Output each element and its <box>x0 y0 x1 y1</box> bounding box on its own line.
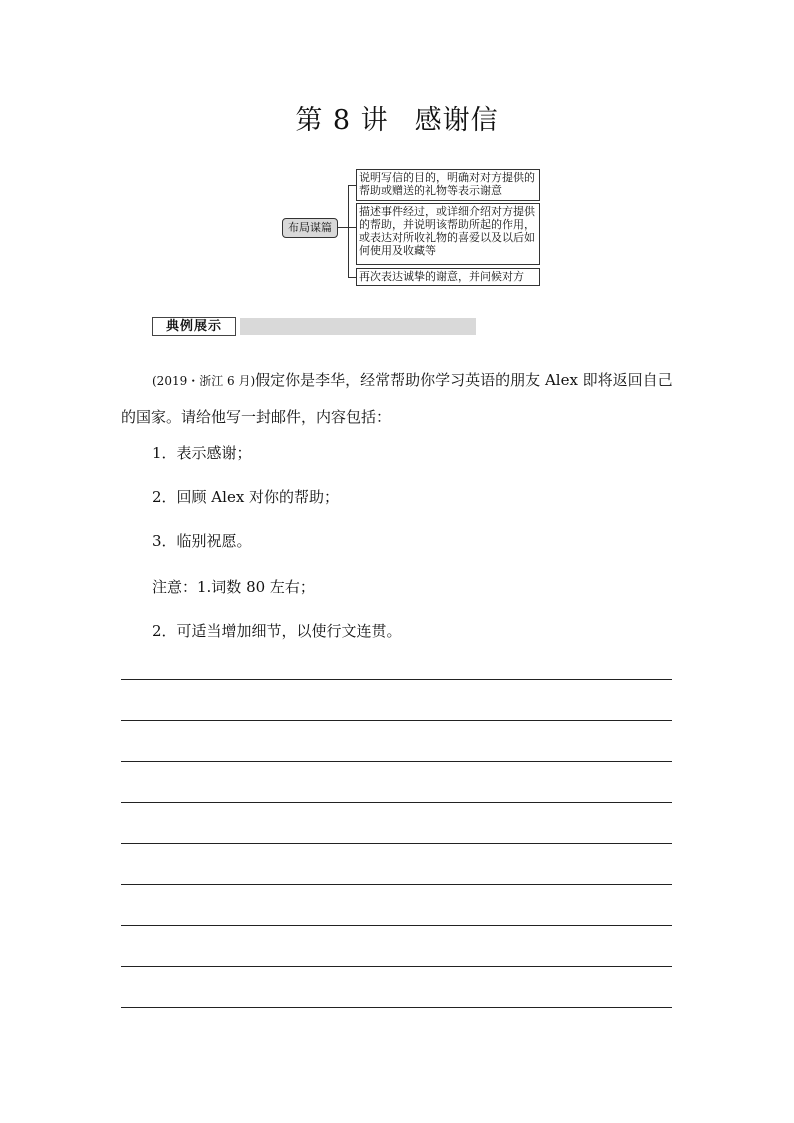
prompt-paragraph <box>121 362 681 435</box>
diagram-branch-details: 描述事件经过，或详细介绍对方提供的帮助，并说明该帮助所起的作用，或表达对所收礼物的喜爱以及以后如何使用及收藏等 <box>356 203 540 265</box>
writing-line <box>121 720 672 721</box>
writing-line <box>121 679 672 680</box>
diagram-connector <box>348 185 356 186</box>
title-lesson: 第 8 讲 <box>295 105 389 136</box>
prompt-text: 假定你是李华，经常帮助你学习英语的朋友 Alex 即将返回自己的国家。请给他写一封邮件，内容包括： <box>121 371 673 426</box>
writing-line <box>121 1007 672 1008</box>
diagram-root: 布局谋篇 <box>282 218 338 238</box>
title-topic: 感谢信 <box>414 105 499 136</box>
section-divider <box>240 318 476 335</box>
writing-line <box>121 761 672 762</box>
writing-line <box>121 884 672 885</box>
diagram-connector <box>348 227 356 228</box>
prompt-note: 注意：1.词数 80 左右； <box>152 578 315 596</box>
diagram-brace <box>348 185 349 277</box>
prompt-source: (2019・浙江 6 月) <box>152 374 256 388</box>
section-label: 典例展示 <box>152 317 236 336</box>
diagram-branch-purpose: 说明写信的目的，明确对对方提供的帮助或赠送的礼物等表示谢意 <box>356 169 540 201</box>
prompt-item: 1．表示感谢； <box>152 444 252 462</box>
diagram-connector <box>338 227 348 228</box>
diagram-connector <box>348 277 356 278</box>
diagram-branch-closing: 再次表达诚挚的谢意，并问候对方 <box>356 268 540 286</box>
writing-line <box>121 966 672 967</box>
page-title <box>0 98 794 137</box>
writing-line <box>121 925 672 926</box>
layout-diagram <box>280 166 544 290</box>
writing-line <box>121 843 672 844</box>
prompt-item: 2．回顾 Alex 对你的帮助； <box>152 488 340 506</box>
prompt-item: 3．临别祝愿。 <box>152 532 252 550</box>
prompt-note: 2．可适当增加细节，以使行文连贯。 <box>152 622 402 640</box>
writing-line <box>121 802 672 803</box>
